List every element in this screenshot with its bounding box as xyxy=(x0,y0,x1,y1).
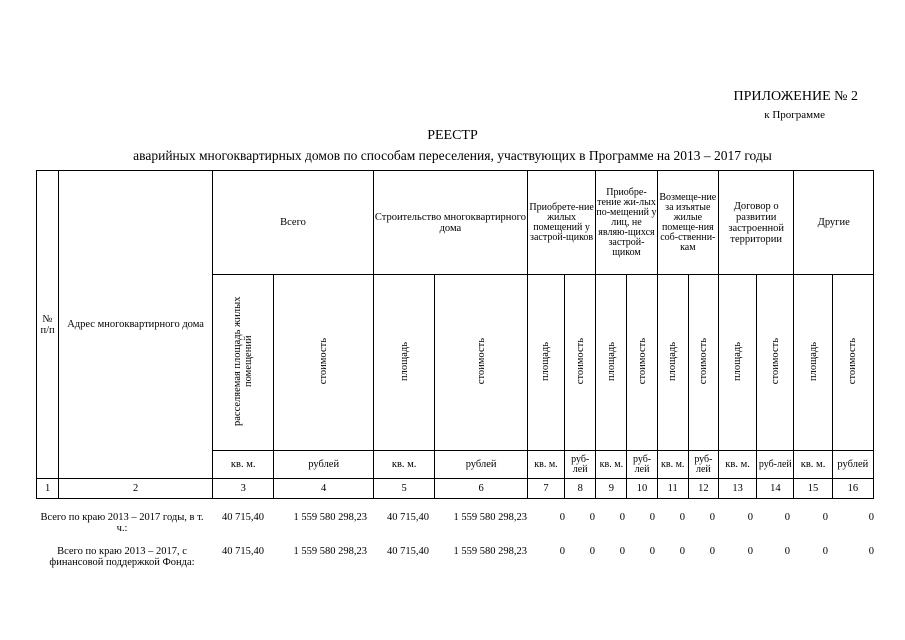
total-value: 0 xyxy=(784,512,790,523)
column-number: 1 xyxy=(37,479,59,499)
unit-cell: руб-лей xyxy=(688,451,718,479)
subheader-area: площадь xyxy=(373,275,434,451)
subheader-area: площадь xyxy=(718,275,756,451)
total-value: 1 559 580 298,23 xyxy=(293,546,367,557)
column-number: 6 xyxy=(435,479,528,499)
total-value: 1 559 580 298,23 xyxy=(453,546,527,557)
total-value: 0 xyxy=(822,546,828,557)
subheader-cost: стоимость xyxy=(832,275,873,451)
unit-cell: руб-лей xyxy=(565,451,596,479)
total-value: 0 xyxy=(747,546,753,557)
subheader-area: площадь xyxy=(657,275,688,451)
column-number: 2 xyxy=(59,479,213,499)
col-address-header: Адрес многоквартирного дома xyxy=(59,171,213,479)
column-number: 14 xyxy=(757,479,794,499)
subheader-area: площадь xyxy=(596,275,627,451)
registry-table xyxy=(36,170,874,499)
subheader-cost: стоимость xyxy=(435,275,528,451)
subheader-cost: стоимость xyxy=(565,275,596,451)
group-total-header: Всего xyxy=(213,171,374,275)
unit-cell: рублей xyxy=(435,451,528,479)
unit-cell: кв. м. xyxy=(718,451,756,479)
column-number: 12 xyxy=(688,479,718,499)
column-number: 8 xyxy=(565,479,596,499)
total-value: 0 xyxy=(589,512,595,523)
total-value: 40 715,40 xyxy=(387,546,429,557)
unit-cell: кв. м. xyxy=(657,451,688,479)
group-construction-header: Строительство многоквартирного дома xyxy=(373,171,527,275)
total-value: 1 559 580 298,23 xyxy=(293,512,367,523)
unit-cell: кв. м. xyxy=(794,451,832,479)
unit-cell: кв. м. xyxy=(373,451,434,479)
subheader-cost: стоимость xyxy=(757,275,794,451)
column-number: 5 xyxy=(373,479,434,499)
group-purchase-dev-header: Приобрете-ние жилых помещений у застрой-щиков xyxy=(527,171,595,275)
unit-cell: рублей xyxy=(274,451,374,479)
subheader-cost: стоимость xyxy=(688,275,718,451)
group-other-header: Другие xyxy=(794,171,874,275)
document-title: РЕЕСТР xyxy=(427,128,478,143)
unit-cell: кв. м. xyxy=(596,451,627,479)
total-value: 0 xyxy=(559,546,565,557)
subheader-area: площадь xyxy=(527,275,564,451)
appendix-label: ПРИЛОЖЕНИЕ № 2 xyxy=(733,89,858,104)
total-value: 0 xyxy=(589,546,595,557)
total-value: 0 xyxy=(619,546,625,557)
total-value: 0 xyxy=(649,512,655,523)
group-purchase-nondev-header: Приобре-тение жи-лых по-мещений у лиц, не являю-щихся застрой-щиком xyxy=(596,171,657,275)
unit-cell: кв. м. xyxy=(527,451,564,479)
total-value: 0 xyxy=(679,512,685,523)
column-number: 11 xyxy=(657,479,688,499)
subheader-settled-area: расселяемая площадь жилых помещений xyxy=(213,275,274,451)
total-value: 40 715,40 xyxy=(222,512,264,523)
total-value: 0 xyxy=(709,512,715,523)
document-subtitle: аварийных многоквартирных домов по способам переселения, участвующих в Программе на 2013 – 2017 годы xyxy=(133,148,772,163)
total-value: 40 715,40 xyxy=(222,546,264,557)
total-value: 0 xyxy=(619,512,625,523)
column-number: 7 xyxy=(527,479,564,499)
appendix-sublabel: к Программе xyxy=(764,109,825,121)
total-value: 0 xyxy=(649,546,655,557)
total-value: 0 xyxy=(822,512,828,523)
column-number: 13 xyxy=(718,479,756,499)
unit-cell: руб-лей xyxy=(627,451,657,479)
total-value: 0 xyxy=(868,512,874,523)
unit-cell: руб-лей xyxy=(757,451,794,479)
total-value: 1 559 580 298,23 xyxy=(453,512,527,523)
column-number: 16 xyxy=(832,479,873,499)
subheader-cost: стоимость xyxy=(274,275,374,451)
group-territory-header: Договор о развитии застроенной территории xyxy=(718,171,793,275)
total-value: 0 xyxy=(868,546,874,557)
column-number: 15 xyxy=(794,479,832,499)
total-value: 0 xyxy=(559,512,565,523)
total-value: 0 xyxy=(709,546,715,557)
subheader-area: площадь xyxy=(794,275,832,451)
group-compensation-header: Возмеще-ние за изъятые жилые помеще-ния соб-ственни-кам xyxy=(657,171,718,275)
column-number: 3 xyxy=(213,479,274,499)
unit-cell: кв. м. xyxy=(213,451,274,479)
column-number: 10 xyxy=(627,479,657,499)
total-value: 40 715,40 xyxy=(387,512,429,523)
column-number: 9 xyxy=(596,479,627,499)
column-number: 4 xyxy=(274,479,374,499)
totals-label: Всего по краю 2013 – 2017, с финансовой поддержкой Фонда: xyxy=(49,546,195,568)
col-number-header: № п/п xyxy=(37,171,59,479)
totals-label: Всего по краю 2013 – 2017 годы, в т. ч.: xyxy=(40,512,204,534)
total-value: 0 xyxy=(784,546,790,557)
unit-cell: рублей xyxy=(832,451,873,479)
total-value: 0 xyxy=(747,512,753,523)
total-value: 0 xyxy=(679,546,685,557)
subheader-cost: стоимость xyxy=(627,275,657,451)
